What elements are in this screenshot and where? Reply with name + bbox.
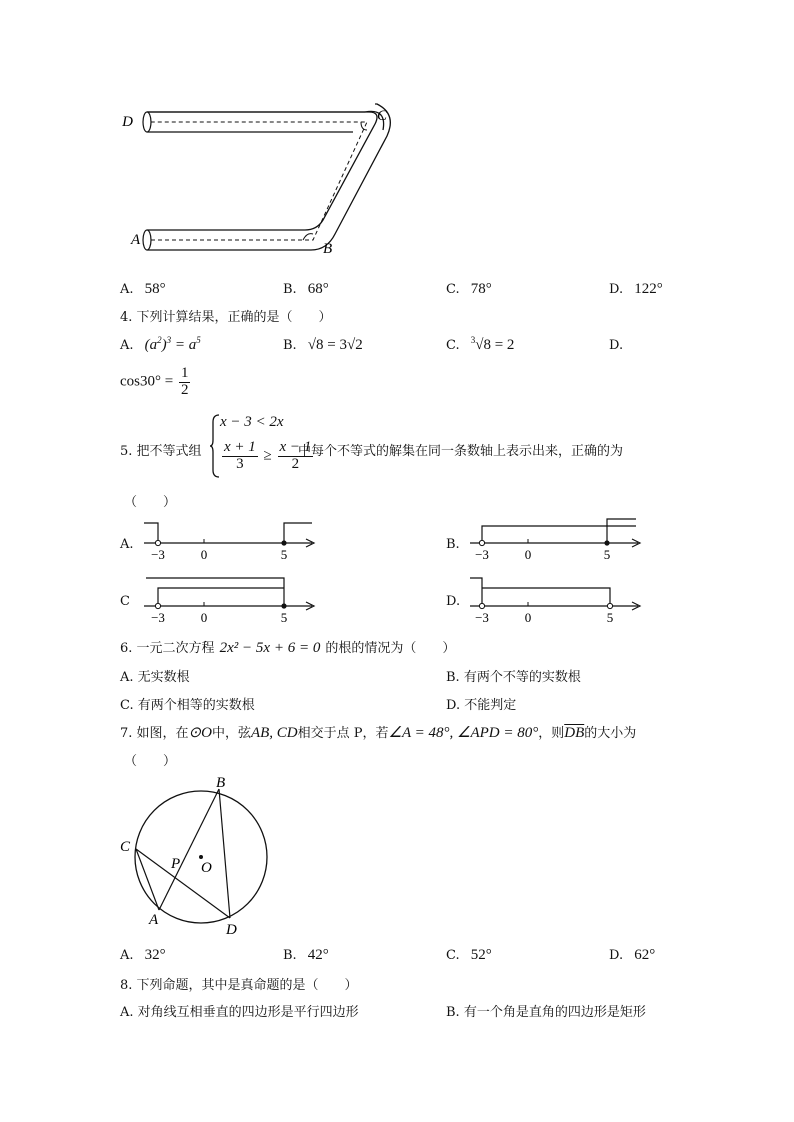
q8-stem: 8. 下列命题，其中是真命题的是（ ） <box>120 978 358 993</box>
svg-text:O: O <box>201 860 212 876</box>
svg-text:−3: −3 <box>475 547 489 562</box>
q3-option-c[interactable]: C. 78° <box>446 281 492 297</box>
svg-text:−3: −3 <box>151 547 165 562</box>
q5-number: 5. 把不等式组 <box>120 444 202 459</box>
svg-text:5: 5 <box>606 610 614 625</box>
pipe-outer-bottom <box>147 104 390 250</box>
q5-ineq-2: $\frac{x + 1}{3}$ ≥ $\frac{x - 1}{2}$ <box>224 439 312 472</box>
svg-text:0: 0 <box>200 547 208 562</box>
label-c: C <box>377 108 388 124</box>
svg-text:P: P <box>171 856 181 872</box>
label-a: A <box>131 232 141 248</box>
q5-numberline-b[interactable] <box>466 516 646 566</box>
svg-text:0: 0 <box>524 610 532 625</box>
q7-circle-figure <box>115 772 285 942</box>
q4-c-expr: $^3$√8 = 2 <box>470 335 515 353</box>
q3-pipe-figure <box>122 100 395 260</box>
label-d: D <box>122 114 133 130</box>
svg-text:5: 5 <box>603 547 611 562</box>
q4-option-d[interactable]: D. <box>609 338 624 353</box>
q6-option-b[interactable]: B. 有两个不等的实数根 <box>446 670 581 685</box>
svg-text:−3: −3 <box>475 610 489 625</box>
q7-option-d[interactable]: D. 62° <box>609 947 656 963</box>
q5-ineq-1: x − 3 < 2x <box>220 414 284 430</box>
q8-option-b[interactable]: B. 有一个角是直角的四边形是矩形 <box>446 1005 646 1020</box>
q3-option-d[interactable]: D. 122° <box>609 281 663 297</box>
q7-option-a[interactable]: A. 32° <box>120 947 166 963</box>
q6-option-d[interactable]: D. 不能判定 <box>446 698 517 713</box>
svg-text:C: C <box>120 839 131 855</box>
pipe-outer-top <box>147 112 377 230</box>
label-b: B <box>323 241 333 257</box>
svg-text:−3: −3 <box>151 610 165 625</box>
q8-option-a[interactable]: A. 对角线互相垂直的四边形是平行四边形 <box>120 1005 359 1020</box>
q4-option-a[interactable]: A. $(a^2)^3 = a^5$ <box>120 335 201 353</box>
q5-paren: （ ） <box>124 495 177 510</box>
q4-b-expr: √8 = 3√2 <box>307 337 363 353</box>
q4-option-b[interactable]: B. √8 = 3√2 <box>283 337 363 353</box>
svg-text:0: 0 <box>524 547 532 562</box>
svg-text:D: D <box>226 922 237 938</box>
pipe-end-d <box>143 112 151 132</box>
fraction-one-half: $\frac{1}{2}$ <box>180 365 189 398</box>
angle-arc-b <box>303 234 313 240</box>
svg-text:0: 0 <box>200 610 208 625</box>
svg-text:A: A <box>149 912 159 928</box>
q6-option-c[interactable]: C. 有两个相等的实数根 <box>120 698 255 713</box>
svg-text:5: 5 <box>280 547 288 562</box>
q7-stem: 7. 如图，在⊙O中，弦AB, CD相交于点 P，若∠A = 48°, ∠APD = 80°，则$\overline{DB}$的大小为 <box>120 725 637 741</box>
q5-numberline-d[interactable] <box>466 574 646 626</box>
q7-option-b[interactable]: B. 42° <box>283 947 329 963</box>
q4-option-c[interactable]: C. $^3$√8 = 2 <box>446 335 515 353</box>
q3-option-a[interactable]: A. 58° <box>120 281 166 297</box>
system-brace <box>210 414 220 478</box>
q7-option-c[interactable]: C. 52° <box>446 947 492 963</box>
q5-numberline-c[interactable] <box>140 574 320 626</box>
q5-option-b-letter[interactable]: B. <box>446 537 460 552</box>
svg-text:B: B <box>216 775 226 791</box>
q5-numberline-a[interactable] <box>140 518 320 566</box>
svg-text:5: 5 <box>280 610 288 625</box>
q3-option-b[interactable]: B. 68° <box>283 281 329 297</box>
q6-equation: 2x² − 5x + 6 = 0 <box>219 640 321 656</box>
q5-option-c-letter[interactable]: C <box>120 594 130 609</box>
q4-a-expr: $(a^2)^3 = a^5$ <box>144 335 201 353</box>
q6-option-a[interactable]: A. 无实数根 <box>120 670 190 685</box>
q5-option-a-letter[interactable]: A. <box>120 537 134 552</box>
q7-paren: （ ） <box>124 754 177 769</box>
q6-stem: 6. 一元二次方程 2x² − 5x + 6 = 0 的根的情况为（ ） <box>120 640 456 656</box>
q4-stem: 4. 下列计算结果，正确的是（ ） <box>120 310 332 325</box>
q4-d-expr: cos30° = $\frac{1}{2}$ <box>120 365 189 398</box>
q5-stem-rest: 中每个不等式的解集在同一条数轴上表示出来，正确的为 <box>298 444 624 459</box>
q5-option-d-letter[interactable]: D. <box>446 594 461 609</box>
pipe-center-dashed <box>151 122 367 240</box>
pipe-end-a <box>143 230 151 250</box>
